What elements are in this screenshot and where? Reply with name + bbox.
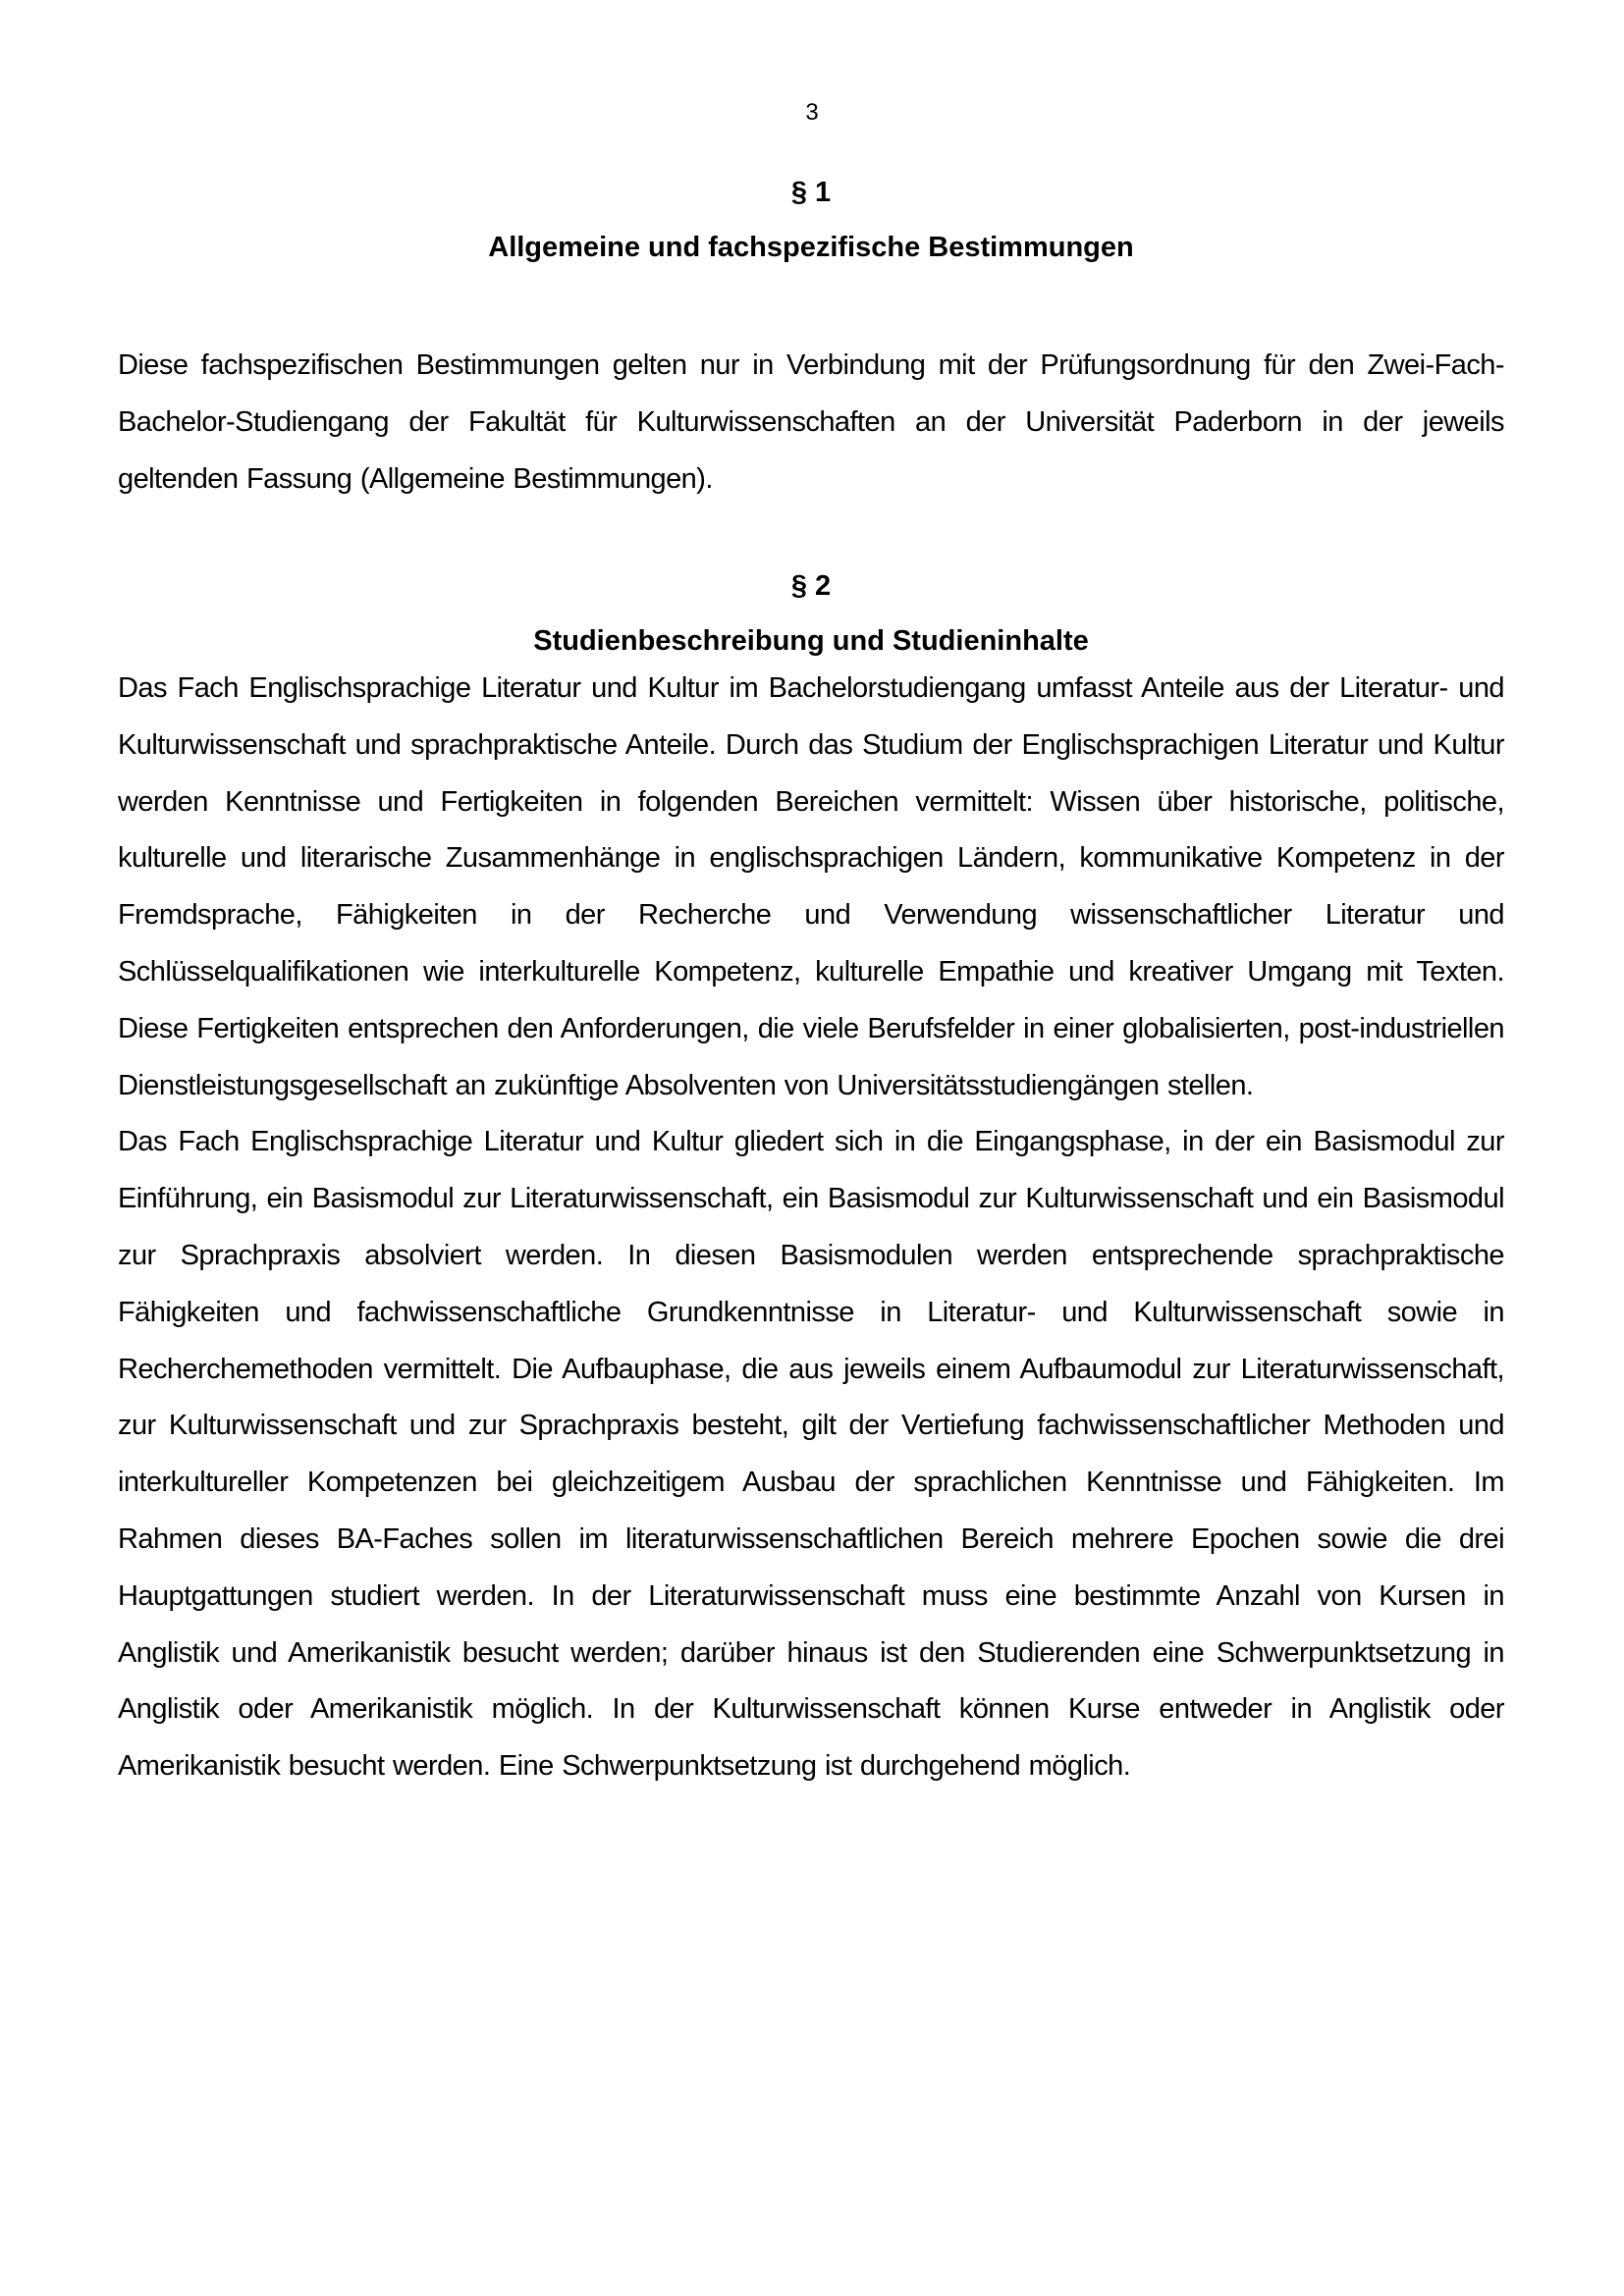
section-title: Studienbeschreibung und Studieninhalte — [533, 625, 1089, 657]
section-2 — [118, 566, 1504, 1795]
section-title: Allgemeine und fachspezifische Bestimmungen — [488, 232, 1134, 263]
paragraph: Das Fach Englischsprachige Literatur und Kultur im Bachelorstudiengang umfasst Anteile aus der Literatur- und Kulturwissenschaft und sprachpraktische Anteile. Durch das Studium der Englischsprachigen Literatur und Kultur werden Kenntnisse und Fertigkeiten in folgenden Bereichen vermittelt: Wissen über historische, politische, kulturelle und literarische Zusammenhänge in englischsprachigen Ländern, kommunikative Kompetenz in der Fremdsprache, Fähigkeiten in der Recherche und Verwendung wissenschaftlicher Literatur und Schlüsselqualifikationen wie interkulturelle Kompetenz, kulturelle Empathie und kreativer Umgang mit Texten. Diese Fertigkeiten entsprechen den Anforderungen, die viele Berufsfelder in einer globalisierten, post-industriellen Dienstleistungsgesellschaft an zukünftige Absolventen von Universitätsstudiengängen stellen. — [118, 672, 1504, 1101]
section-number: § 1 — [790, 177, 832, 208]
paragraph: Diese fachspezifischen Bestimmungen gelten nur in Verbindung mit der Prüfungsordnung für den Zwei-Fach-Bachelor-Studiengang der Fakultät für Kulturwissenschaften an der Universität Paderborn in der jeweils geltenden Fassung (Allgemeine Bestimmungen). — [118, 349, 1504, 495]
page-number: 3 — [805, 99, 819, 126]
section-1 — [118, 173, 1504, 507]
paragraph: Das Fach Englischsprachige Literatur und Kultur gliedert sich in die Eingangsphase, in der ein Basismodul zur Einführung, ein Basismodul zur Literaturwissenschaft, ein Basismodul zur Kulturwissenschaft und ein Basismodul zur Sprachpraxis absolviert werden. In diesen Basismodulen werden entsprechende sprachpraktische Fähigkeiten und fachwissenschaftliche Grundkenntnisse in Literatur- und Kulturwissenschaft sowie in Recherchemethoden vermittelt. Die Aufbauphase, die aus jeweils einem Aufbaumodul zur Literaturwissenschaft, zur Kulturwissenschaft und zur Sprachpraxis besteht, gilt der Vertiefung fachwissenschaftlicher Methoden und interkultureller Kompetenzen bei gleichzeitigem Ausbau der sprachlichen Kenntnisse und Fähigkeiten. Im Rahmen dieses BA-Faches sollen im literaturwissenschaftlichen Bereich mehrere Epochen sowie die drei Hauptgattungen studiert werden. In der Literaturwissenschaft muss eine bestimmte Anzahl von Kursen in Anglistik und Amerikanistik besucht werden; darüber hinaus ist den Studierenden eine Schwerpunktsetzung in Anglistik oder Amerikanistik möglich. In der Kulturwissenschaft können Kurse entweder in Anglistik oder Amerikanistik besucht werden. Eine Schwerpunktsetzung ist durchgehend möglich. — [118, 1126, 1504, 1783]
section-number: § 2 — [790, 570, 832, 602]
